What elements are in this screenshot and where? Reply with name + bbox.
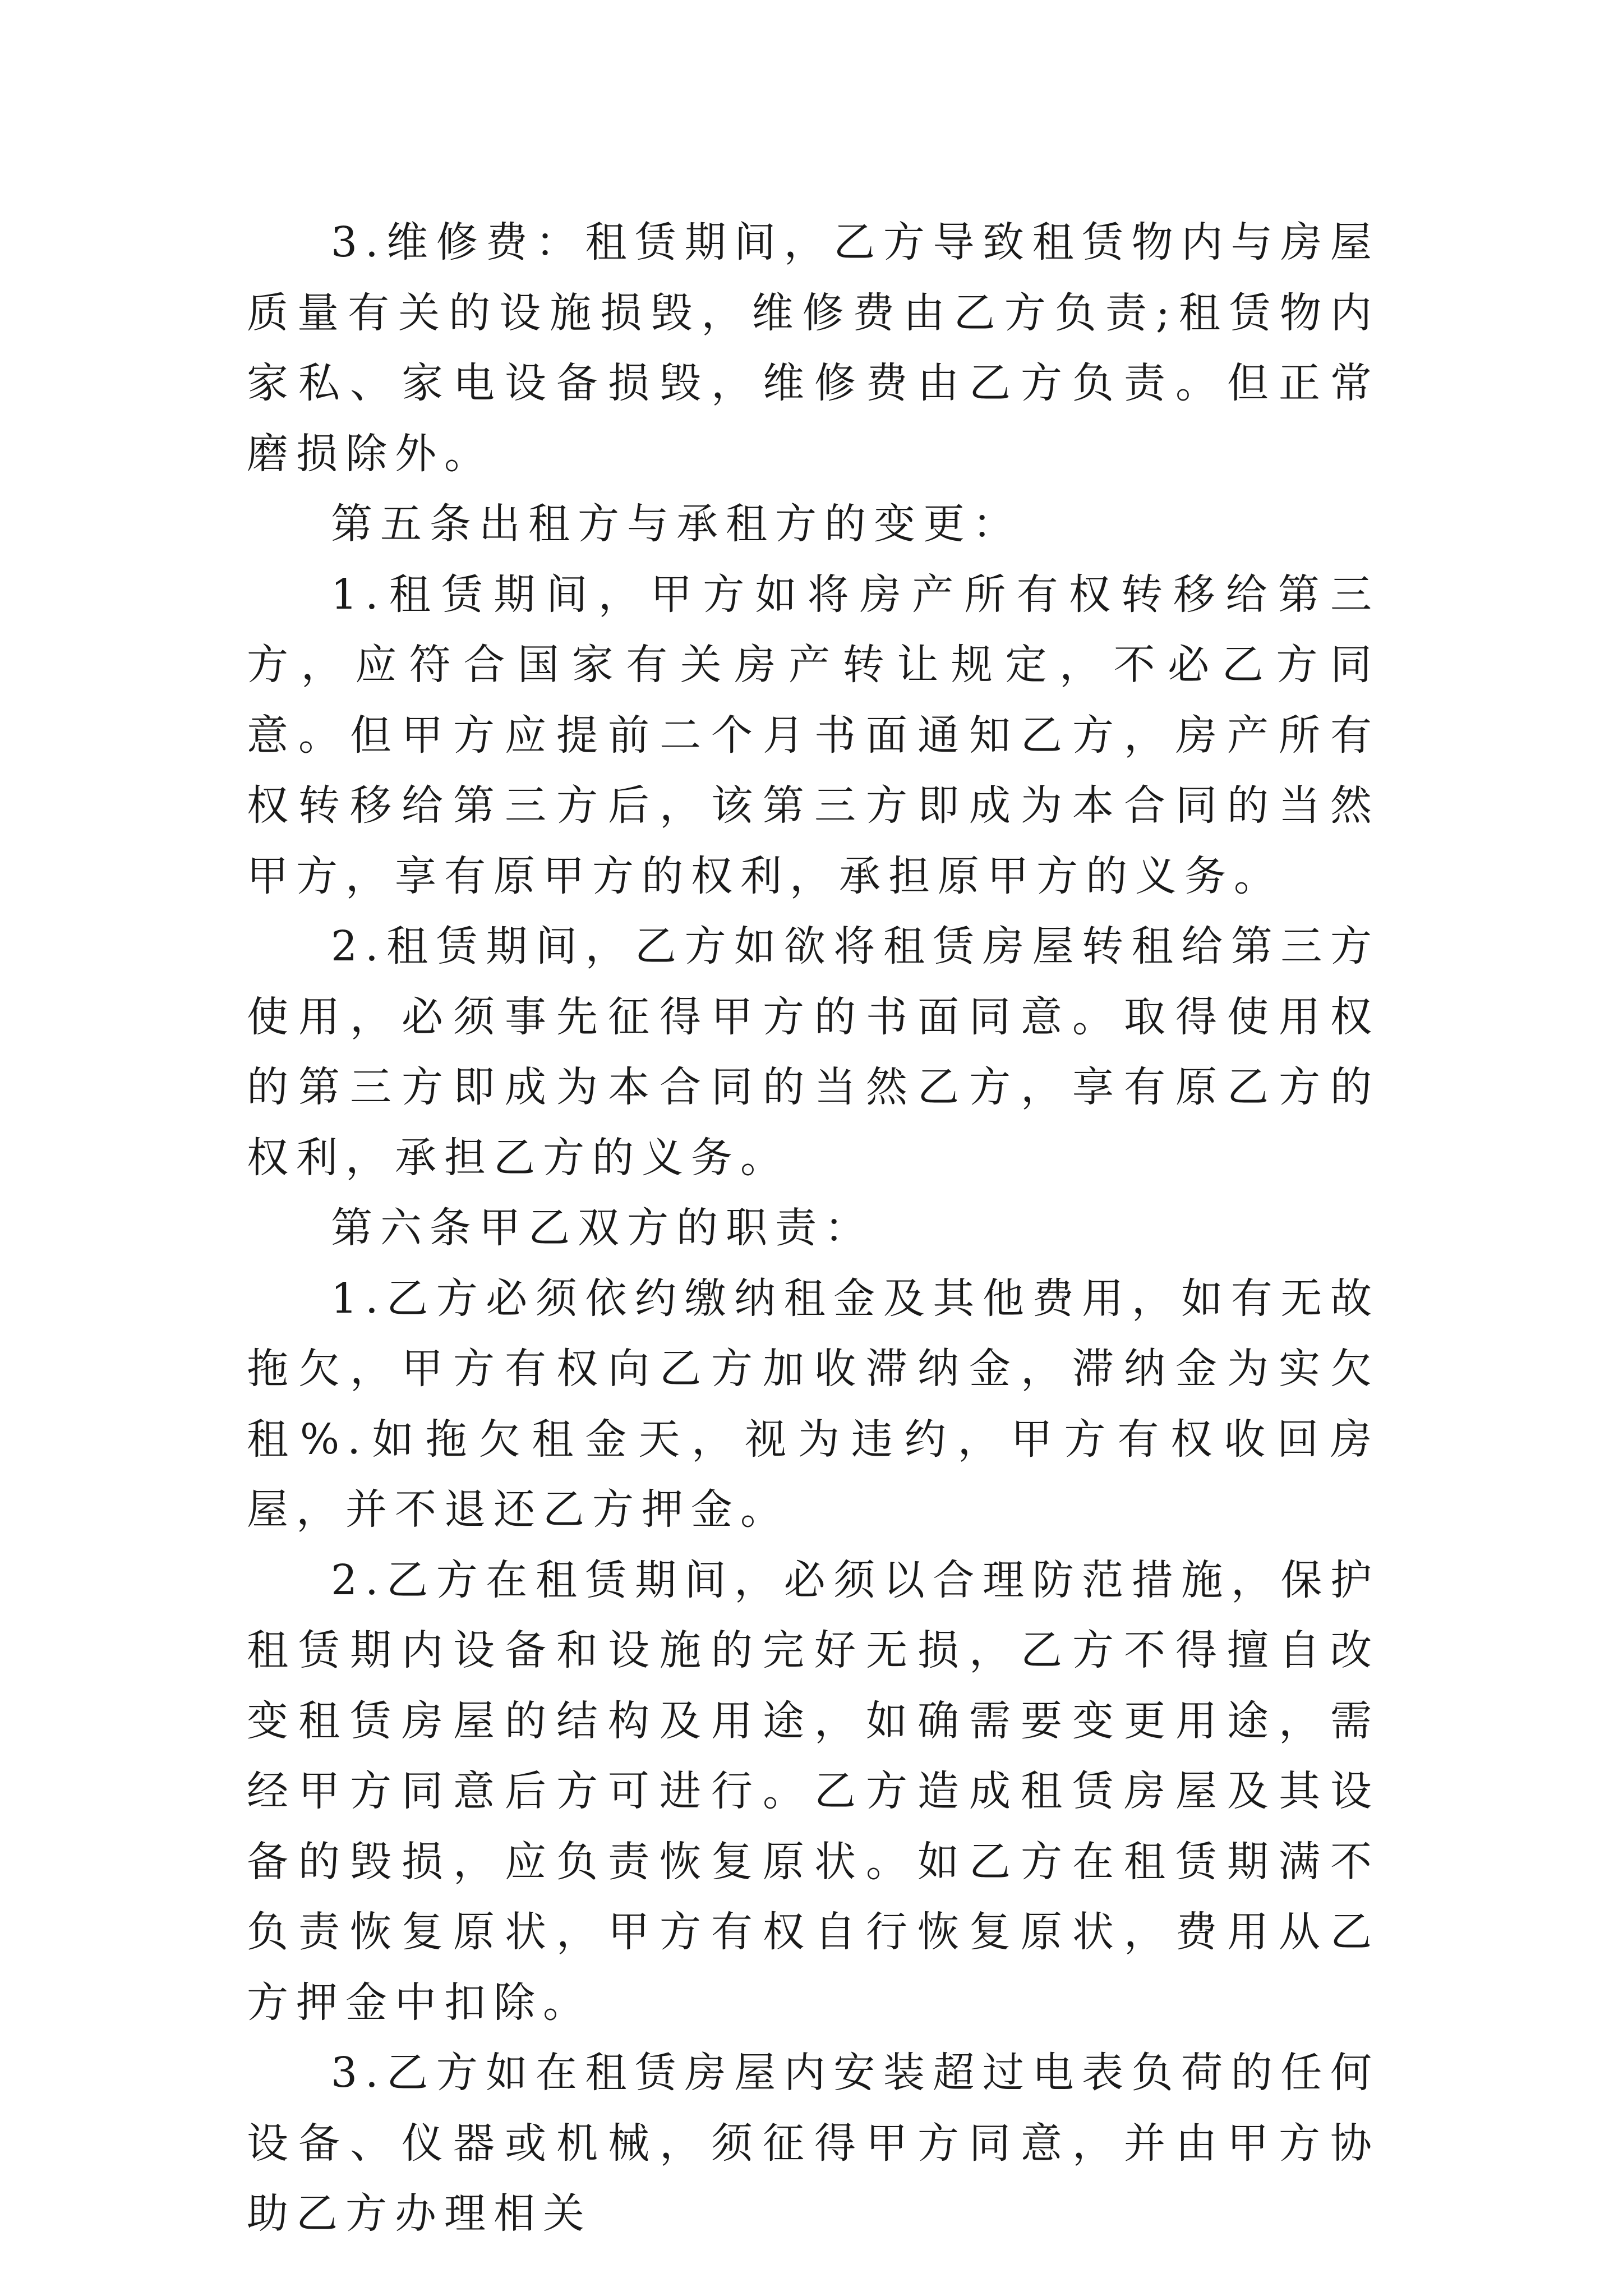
- document-body: [247, 208, 1380, 2249]
- heading-article-5: 第五条出租方与承租方的变更：: [331, 500, 1022, 548]
- paragraph-article-6-clause-2: 2.乙方在租赁期间，必须以合理防范措施，保护租赁期内设备和设施的完好无损，乙方不得擅自改变租赁房屋的结构及用途，如确需要变更用途，需经甲方同意后方可进行。乙方造成租赁房屋及其设备的毁损，应负责恢复原状。如乙方在租赁期满不负责恢复原状，甲方有权自行恢复原状，费用从乙方押金中扣除。: [247, 1556, 1380, 2027]
- paragraph-article-6-clause-1: 1.乙方必须依约缴纳租金及其他费用，如有无故拖欠，甲方有权向乙方加收滞纳金，滞纳金为实欠租%.如拖欠租金天，视为违约，甲方有权收回房屋，并不退还乙方押金。: [247, 1274, 1380, 1534]
- paragraph-maintenance-fee: 3.维修费：租赁期间，乙方导致租赁物内与房屋质量有关的设施损毁，维修费由乙方负责;租赁物内家私、家电设备损毁，维修费由乙方负责。但正常磨损除外。: [247, 218, 1380, 478]
- paragraph-article-6-clause-3: 3.乙方如在租赁房屋内安装超过电表负荷的任何设备、仪器或机械，须征得甲方同意，并由甲方协助乙方办理相关: [247, 2049, 1380, 2238]
- paragraph-article-5-clause-2: 2.租赁期间，乙方如欲将租赁房屋转租给第三方使用，必须事先征得甲方的书面同意。取得使用权的第三方即成为本合同的当然乙方，享有原乙方的权利，承担乙方的义务。: [247, 922, 1380, 1182]
- paragraph-article-5-clause-1: 1.租赁期间，甲方如将房产所有权转移给第三方，应符合国家有关房产转让规定，不必乙方同意。但甲方应提前二个月书面通知乙方，房产所有权转移给第三方后，该第三方即成为本合同的当然甲方，享有原甲方的权利，承担原甲方的义务。: [247, 570, 1380, 900]
- heading-article-6: 第六条甲乙双方的职责：: [331, 1204, 874, 1252]
